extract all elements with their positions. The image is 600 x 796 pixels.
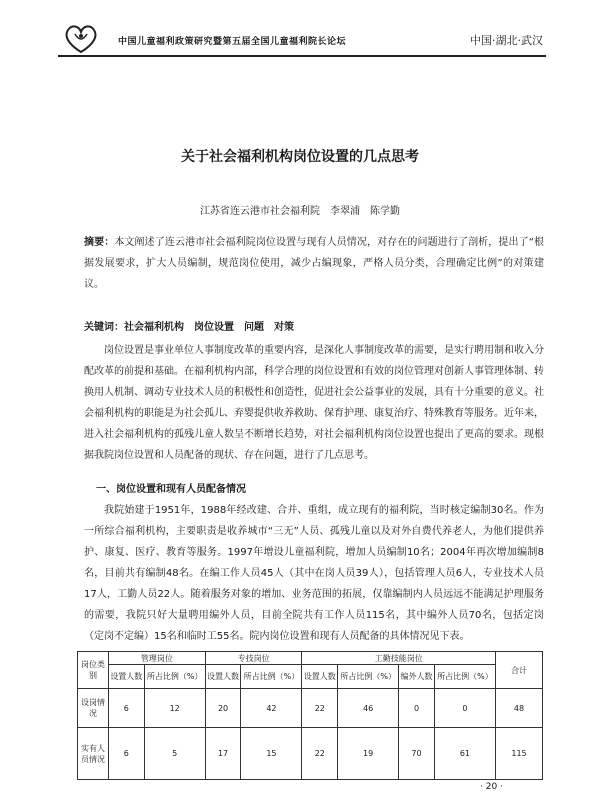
- table-cell: 17: [205, 728, 241, 780]
- conference-logo-icon: [64, 24, 98, 54]
- row-label: 实有人员情况: [78, 728, 109, 780]
- row-label: 设岗情况: [78, 689, 109, 728]
- table-row: [78, 689, 543, 728]
- table-cell: 0: [399, 689, 435, 728]
- abstract: [84, 232, 544, 295]
- table-cell: 12: [144, 689, 205, 728]
- table-row: [78, 728, 543, 780]
- table-cell: 6: [109, 689, 145, 728]
- section1-heading: 一、岗位设置和现有人员配备情况: [96, 484, 246, 495]
- keywords-label: 关键词：: [84, 322, 124, 333]
- table-cell: 42: [241, 689, 302, 728]
- table-cell: 5: [144, 728, 205, 780]
- table-cell: 15: [241, 728, 302, 780]
- group-worker: 工勤技能岗位: [302, 652, 496, 665]
- staffing-table: [77, 651, 543, 780]
- article-title: 关于社会福利机构岗位设置的几点思考: [181, 149, 419, 165]
- col-total: 合计: [496, 652, 543, 689]
- group-management: 管理岗位: [109, 652, 206, 665]
- table-cell: 48: [496, 689, 543, 728]
- table-cell: 46: [338, 689, 399, 728]
- table-cell: 61: [434, 728, 495, 780]
- table-cell: 115: [496, 728, 543, 780]
- sub-mgmt-count: 设置人数: [109, 665, 145, 689]
- section1-paragraph: 我院始建于1951年，1988年经改建、合并、重组，成立现有的福利院，当时核定编制30名。作为一所综合福利机构，主要职责是收养城市“三无”人员、孤残儿童以及对外自费代养老人，为他们提供养护、康复、医疗、教育等服务。1997年增设儿童福利院，增加人员编制10名；2004年再次增加编制8名，目前共有编制48名。在编工作人员45人（其中在岗人员39人），包括管理人员6人，专业技术人员17人，工勤人员22人。随着服务对象的增加、业务范围的拓展，仅靠编制内人员远远不能满足护理服务的需要，我院只好大量聘用编外人员，目前全院共有工作人员115名，其中编外人员70名，包括定岗（定岗不定编）15名和临时工55名。院内岗位设置和现有人员配备的具体情况见下表。: [84, 505, 544, 642]
- group-technical: 专技岗位: [205, 652, 302, 665]
- table-cell: 0: [434, 689, 495, 728]
- abstract-label: 摘要：: [84, 237, 115, 248]
- abstract-text: 本文阐述了连云港市社会福利院岗位设置与现有人员情况，对存在的问题进行了剖析，提出了“根据发展要求，扩大人员编制，规范岗位使用，减少占编现象，严格人员分类，合理确定比例”的对策建议。: [84, 237, 544, 290]
- keywords: [84, 318, 544, 333]
- table-cell: 19: [338, 728, 399, 780]
- sub-tech-count: 设置人数: [205, 665, 241, 689]
- page-number: · 20 ·: [480, 782, 503, 792]
- table-cell: 22: [302, 728, 338, 780]
- keywords-text: 社会福利机构 岗位设置 问题 对策: [124, 322, 294, 333]
- table-cell: 20: [205, 689, 241, 728]
- sub-mgmt-ratio: 所占比例（%）: [144, 665, 205, 689]
- sub-work-ratio: 所占比例（%）: [338, 665, 399, 689]
- sub-work-count: 设置人数: [302, 665, 338, 689]
- header-rule: [58, 55, 546, 57]
- table-cell: 6: [109, 728, 145, 780]
- table-cell: 70: [399, 728, 435, 780]
- journal-header-title: 中国儿童福利政策研究暨第五届全国儿童福利院长论坛: [118, 37, 347, 47]
- table-cell: 22: [302, 689, 338, 728]
- sub-extra-ratio: 所占比例（%）: [434, 665, 495, 689]
- sub-tech-ratio: 所占比例（%）: [241, 665, 302, 689]
- journal-header-location: 中国·湖北·武汉: [470, 34, 543, 47]
- article-authors: 江苏省连云港市社会福利院 李翠浦 陈学勤: [200, 206, 400, 217]
- sub-extra-count: 编外人数: [399, 665, 435, 689]
- intro-paragraph: 岗位设置是事业单位人事制度改革的重要内容，是深化人事制度改革的需要，是实行聘用制和收入分配改革的前提和基础。在福利机构内部，科学合理的岗位设置和有效的岗位管理对创新人事管理体制、转换用人机制、调动专业技术人员的积极性和创造性，促进社会公益事业的发展，具有十分重要的意义。社会福利机构的职能是为社会孤儿、弃婴提供收养救助、保育护理、康复治疗、特殊教育等服务。近年来，进入社会福利机构的孤残儿童人数呈不断增长趋势，对社会福利机构岗位设置也提出了更高的要求。现根据我院岗位设置和人员配备的现状、存在问题，进行了几点思考。: [84, 345, 544, 461]
- col-category: 岗位类别: [78, 652, 109, 689]
